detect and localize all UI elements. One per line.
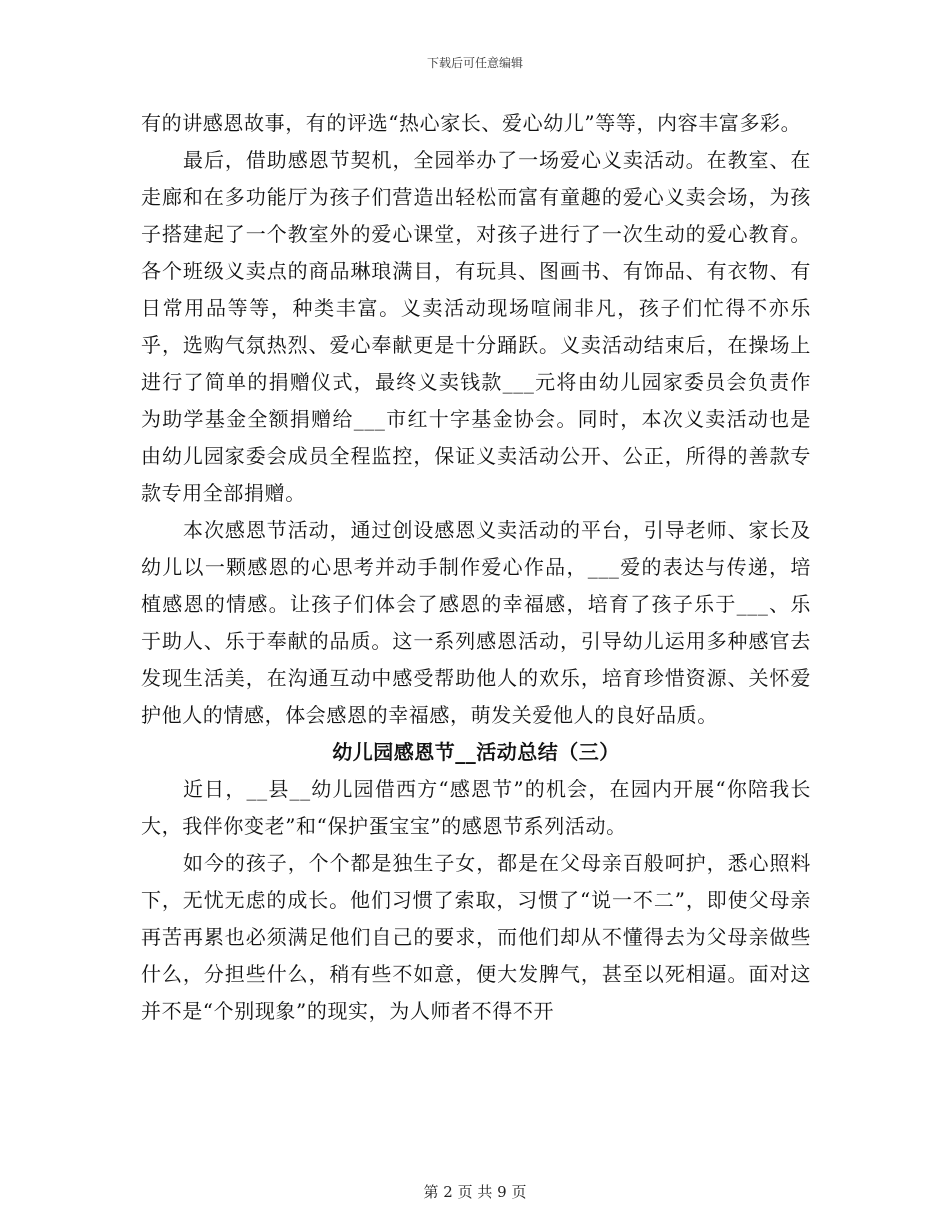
section-title: 幼儿园感恩节__活动总结（三） [332, 740, 620, 764]
paragraph-continuation: 有的讲感恩故事，有的评选“热心家长、爱心幼儿”等等，内容丰富多彩。 [141, 111, 802, 135]
document-body [141, 105, 811, 1030]
paragraph-background: 如今的孩子，个个都是独生子女，都是在父母亲百般呵护，悉心照料下，无忧无虑的成长。他们习惯了索取，习惯了“说一不二”，即使父母亲再苦再累也必须满足他们自己的要求，而他们却从不懂得去为父母亲做些什么，分担些什么，稍有些不如意，便大发脾气，甚至以死相逼。面对这并不是“个别现象”的现实，为人师者不得不开 [141, 851, 811, 1023]
paragraph-charity-sale: 最后，借助感恩节契机，全园举办了一场爱心义卖活动。在教室、在走廊和在多功能厅为孩子们营造出轻松而富有童趣的爱心义卖会场，为孩子搭建起了一个教室外的爱心课堂，对孩子进行了一次生动的爱心教育。各个班级义卖点的商品琳琅满目，有玩具、图画书、有饰品、有衣物、有日常用品等等，种类丰富。义卖活动现场喧闹非凡，孩子们忙得不亦乐乎，选购气氛热烈、爱心奉献更是十分踊跃。义卖活动结束后，在操场上进行了简单的捐赠仪式，最终义卖钱款___元将由幼儿园家委员会负责作为助学基金全额捐赠给___市红十字基金协会。同时，本次义卖活动也是由幼儿园家委会成员全程监控，保证义卖活动公开、公正，所得的善款专款专用全部捐赠。 [141, 148, 811, 505]
header-note: 下载后可任意编辑 [426, 56, 523, 70]
paragraph-intro: 近日，__县__幼儿园借西方“感恩节”的机会，在园内开展“你陪我长大，我伴你变老”和“保护蛋宝宝”的感恩节系列活动。 [141, 777, 811, 838]
paragraph-activity-summary: 本次感恩节活动，通过创设感恩义卖活动的平台，引导老师、家长及幼儿以一颗感恩的心思考并动手制作爱心作品，___爱的表达与传递，培植感恩的情感。让孩子们体会了感恩的幸福感，培育了孩子乐于___、乐于助人、乐于奉献的品质。这一系列感恩活动，引导幼儿运用多种感官去发现生活美，在沟通互动中感受帮助他人的欢乐，培育珍惜资源、关怀爱护他人的情感，体会感恩的幸福感，萌发关爱他人的良好品质。 [141, 518, 811, 727]
page-number: 第 2 页 共 9 页 [423, 1183, 527, 1201]
